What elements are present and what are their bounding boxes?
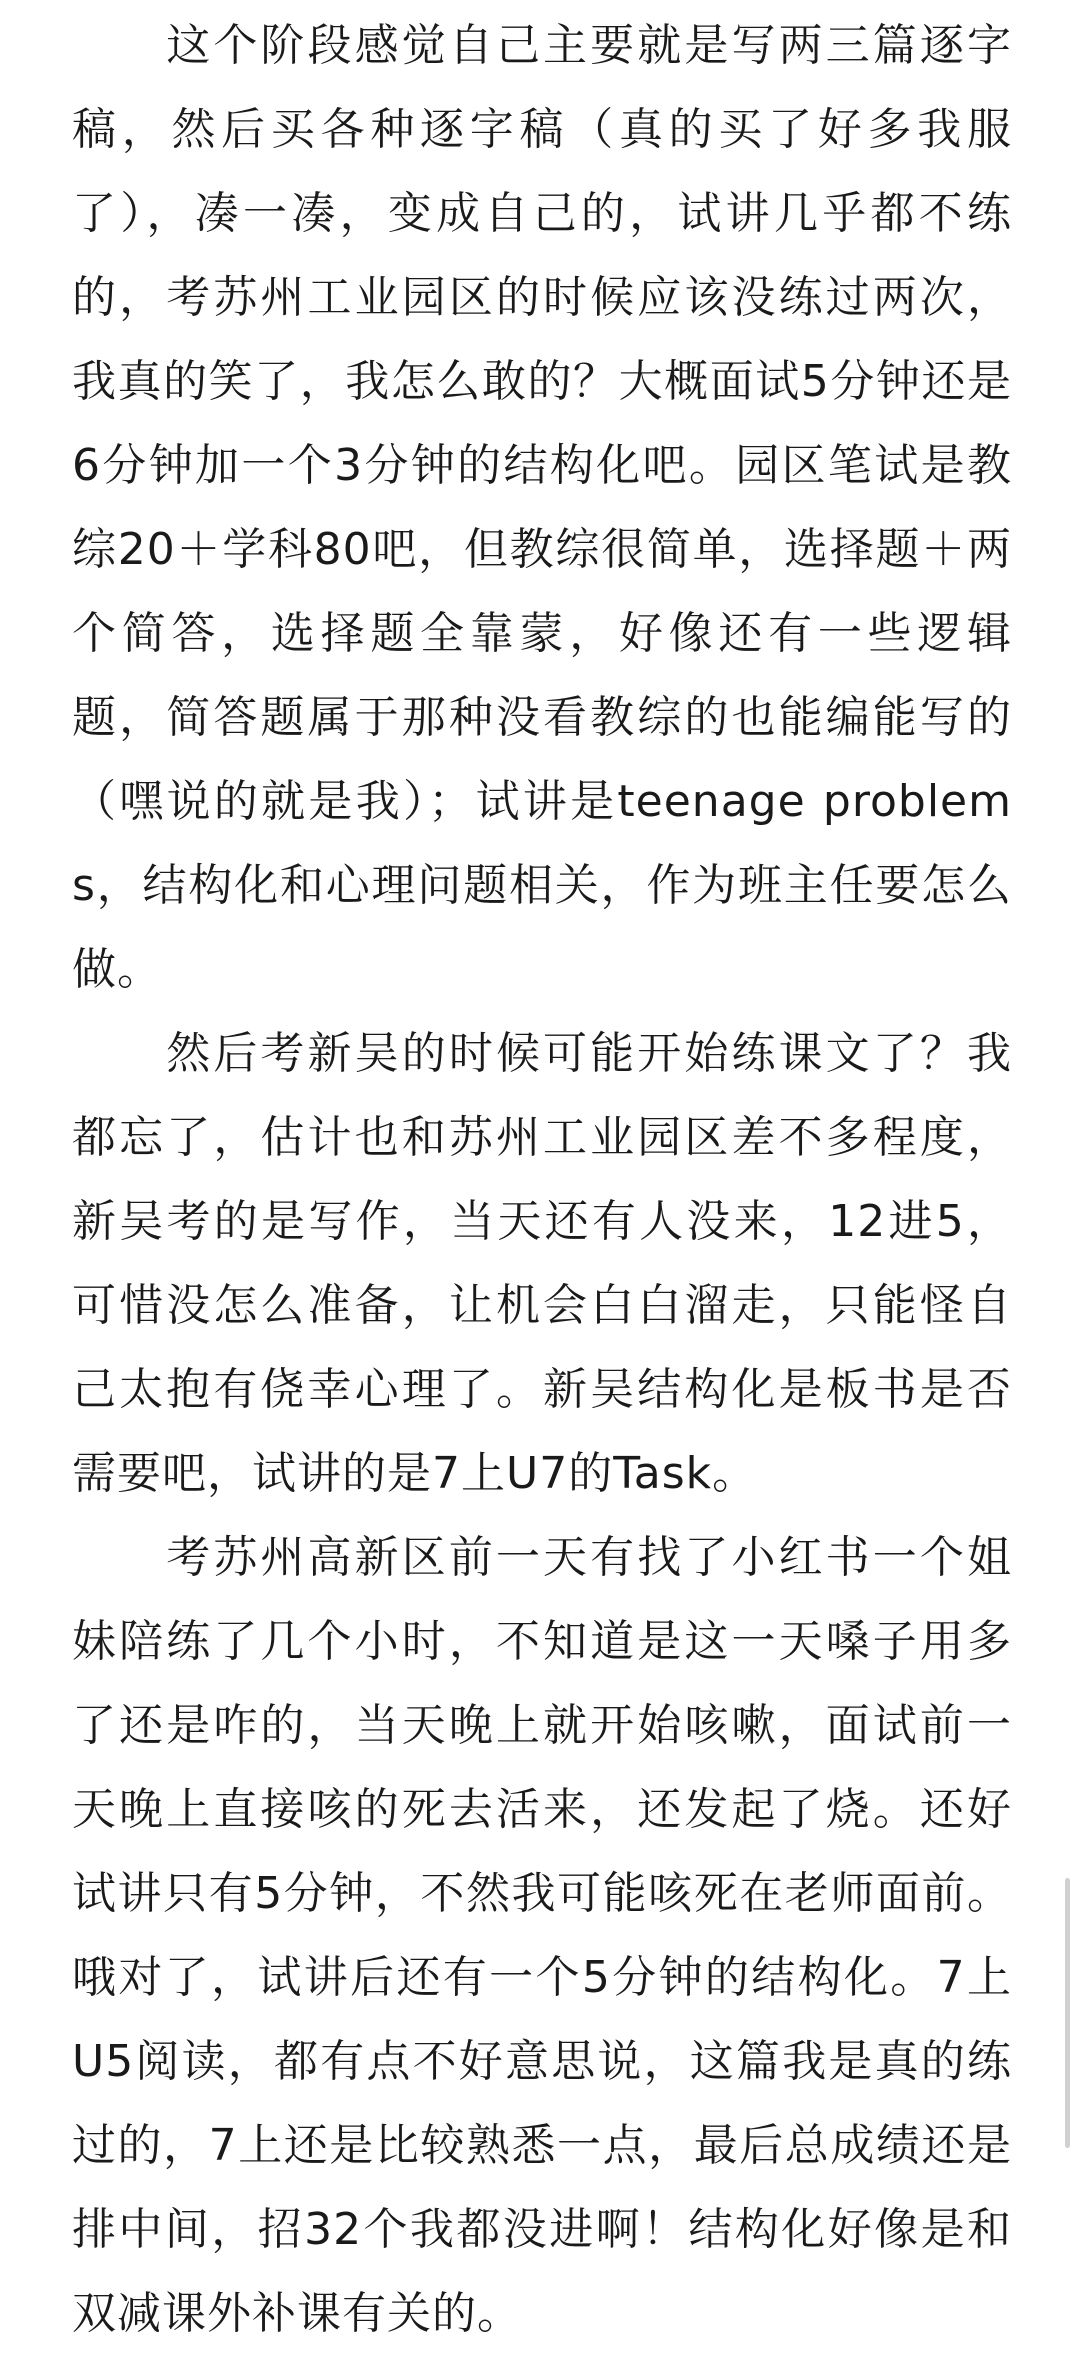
article-paragraph-1: 这个阶段感觉自己主要就是写两三篇逐字稿，然后买各种逐字稿（真的买了好多我服了），凑一凑，变成自己的，试讲几乎都不练的，考苏州工业园区的时候应该没练过两次，我真的笑了，我怎么敢的？大概面试5分钟还是6分钟加一个3分钟的结构化吧。园区笔试是教综20＋学科80吧，但教综很简单，选择题＋两个简答，选择题全靠蒙，好像还有一些逻辑题，简答题属于那种没看教综的也能编能写的（嘿说的就是我）；试讲是teenage problems，结构化和心理问题相关，作为班主任要怎么做。 [72, 20, 1012, 995]
article-paragraph-2: 然后考新吴的时候可能开始练课文了？我都忘了，估计也和苏州工业园区差不多程度，新吴考的是写作，当天还有人没来，12进5，可惜没怎么准备，让机会白白溜走，只能怪自己太抱有侥幸心理了。新吴结构化是板书是否需要吧，试讲的是7上U7的Task。 [72, 1028, 1012, 1499]
vertical-scrollbar[interactable] [1065, 1878, 1070, 2148]
article-paragraph-3: 考苏州高新区前一天有找了小红书一个姐妹陪练了几个小时，不知道是这一天嗓子用多了还是咋的，当天晚上就开始咳嗽，面试前一天晚上直接咳的死去活来，还发起了烧。还好试讲只有5分钟，不然我可能咳死在老师面前。哦对了，试讲后还有一个5分钟的结构化。7上U5阅读，都有点不好意思说，这篇我是真的练过的，7上还是比较熟悉一点，最后总成绩还是排中间，招32个我都没进啊！结构化好像是和双减课外补课有关的。 [72, 1532, 1012, 2339]
article-body [72, 4, 1012, 2356]
